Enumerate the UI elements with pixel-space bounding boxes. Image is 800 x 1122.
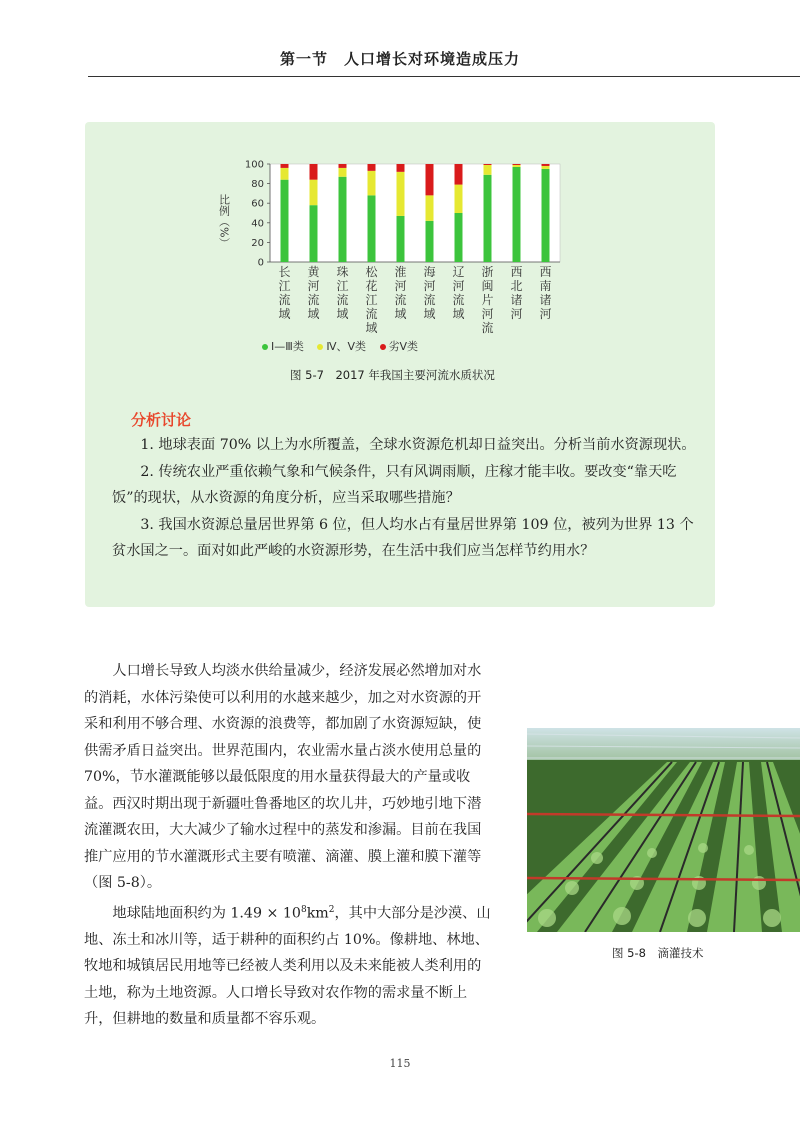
bar-segment — [397, 172, 405, 216]
bar-segment — [310, 205, 318, 262]
category-label-char: 松 — [365, 265, 378, 279]
y-tick-label: 20 — [251, 237, 264, 249]
discussion-item: 2. 传统农业严重依赖气象和气候条件，只有风调雨顺，庄稼才能丰收。要改变“靠天吃饭”的现状，从水资源的角度分析，应当采取哪些措施？ — [112, 463, 677, 506]
category-label-char: 长 — [278, 265, 291, 279]
category-label-char: 域 — [365, 321, 378, 335]
y-tick-label: 100 — [244, 159, 264, 171]
category-label-char: 河 — [452, 279, 465, 293]
text-run: 地球陆地面积约为 1.49 × 10 — [112, 905, 301, 922]
category-label-char: 流 — [394, 293, 407, 307]
category-label-char: 诸 — [510, 293, 523, 307]
bar-segment — [339, 168, 347, 177]
page-number: 115 — [389, 1057, 411, 1070]
superscript: 2 — [328, 904, 335, 915]
legend-dot-yellow — [317, 344, 323, 350]
discussion-item: 3. 我国水资源总量居世界第 6 位，但人均水占有量居世界第 109 位，被列为世界 13 个贫水国之一。面对如此严峻的水资源形势，在生活中我们应当怎样节约用水？ — [112, 516, 694, 559]
bar-segment — [310, 180, 318, 205]
category-label-char: 河 — [510, 307, 523, 321]
bar-segment — [513, 165, 521, 167]
category-label-char: 诸 — [539, 293, 552, 307]
bar-segment — [426, 164, 434, 195]
body-paragraph: 人口增长导致人均淡水供给量减少，经济发展必然增加对水的消耗，水体污染使可以利用的水越来越少，加之对水资源的开采和利用不够合理、水资源的浪费等，都加剧了水资源短缺，使供需矛盾日益突出。世界范围内，农业需水量占淡水使用总量的 70%，节水灌溉能够以最低限度的用水量获得最大的产量或收益。西汉时期出现于新疆吐鲁番地区的坎儿井，巧妙地引地下潜流灌溉农田，大大减少了输水过程中的蒸发和渗漏。目前在我国推广应用的节水灌溉形式主要有喷灌、滴灌、膜上灌和膜下灌等（图 5-8）。 — [84, 663, 482, 891]
category-label-char: 江 — [365, 293, 378, 307]
header-rule — [88, 76, 800, 77]
legend-item — [317, 338, 366, 354]
category-label-char: 珠 — [336, 265, 349, 279]
bar-segment — [281, 164, 289, 168]
discussion-questions — [112, 432, 697, 565]
bar-segment — [455, 164, 463, 185]
category-label-char: 西 — [510, 265, 523, 279]
superscript: 8 — [300, 904, 307, 915]
body-text — [84, 658, 495, 1033]
y-tick-label: 60 — [251, 198, 264, 210]
bar-segment — [397, 216, 405, 262]
bar-segment — [455, 213, 463, 262]
bar-segment — [484, 164, 492, 165]
category-label-char: 域 — [423, 307, 436, 321]
bar-segment — [368, 164, 376, 171]
category-label-char: 花 — [365, 279, 378, 293]
category-label-char: 河 — [423, 279, 436, 293]
category-label-char: 流 — [278, 293, 291, 307]
category-label-char: 河 — [481, 307, 494, 321]
section-title: 第一节 人口增长对环境造成压力 — [279, 50, 520, 68]
category-label-char: 片 — [481, 293, 494, 307]
bar-segment — [513, 164, 521, 165]
page-header — [0, 0, 800, 80]
category-label-char: 域 — [278, 307, 291, 321]
chart-legend — [262, 338, 428, 354]
category-label-char: 河 — [394, 279, 407, 293]
category-label-char: 域 — [394, 307, 407, 321]
legend-item — [262, 338, 304, 354]
discussion-title: 分析讨论 — [131, 411, 192, 429]
drip-irrigation-photo — [527, 728, 800, 932]
category-label-char: 域 — [336, 307, 349, 321]
bar-segment — [455, 185, 463, 213]
bar-segment — [339, 164, 347, 168]
bar-segment — [426, 221, 434, 262]
category-label-char: 域 — [307, 307, 320, 321]
body-paragraph — [84, 897, 495, 1033]
bar-segment — [339, 177, 347, 262]
y-tick-label: 80 — [251, 179, 264, 191]
legend-label: Ⅳ、Ⅴ类 — [326, 340, 367, 353]
bar-segment — [281, 180, 289, 262]
discussion-item: 1. 地球表面 70% 以上为水所覆盖，全球水资源危机却日益突出。分析当前水资源现状。 — [140, 437, 696, 453]
bar-segment — [368, 195, 376, 262]
photo-caption: 图 5-8 滴灌技术 — [612, 946, 704, 960]
legend-item — [380, 338, 419, 354]
bar-segment — [368, 171, 376, 196]
bar-segment — [281, 168, 289, 180]
bar-segment — [426, 195, 434, 220]
greenhouse-field-illustration — [527, 728, 800, 932]
category-label-char: 江 — [336, 279, 349, 293]
category-label-char: 江 — [278, 279, 291, 293]
legend-label: Ⅰ—Ⅲ类 — [271, 340, 304, 353]
category-label-char: 流 — [307, 293, 320, 307]
bar-segment — [397, 164, 405, 172]
bar-segment — [542, 164, 550, 166]
category-label-char: 辽 — [452, 265, 465, 279]
category-label-char: 西 — [539, 265, 552, 279]
bar-segment — [513, 167, 521, 262]
bar-segment — [484, 175, 492, 262]
text-run: ，其中大部分是沙漠、山地、冻土和冰川等，适于耕种的面积约占 10%。像耕地、林地、牧地和城镇居民用地等已经被人类利用以及未来能被人类利用的土地，称为土地资源。人口增长导致对农作物的需求量不断上升，但耕地的数量和质量都不容乐观。 — [84, 905, 491, 1028]
y-tick-label: 40 — [251, 218, 264, 230]
y-tick-label: 0 — [257, 257, 264, 269]
category-label-char: 流 — [452, 293, 465, 307]
bar-segment — [542, 169, 550, 262]
category-label-char: 黄 — [307, 265, 320, 279]
category-label-char: 海 — [423, 265, 436, 279]
category-label-char: 流 — [481, 321, 494, 335]
y-axis-label: 比例（%） — [217, 194, 231, 249]
category-label-char: 河 — [539, 307, 552, 321]
category-label-char: 流 — [365, 307, 378, 321]
category-label-char: 浙 — [481, 265, 494, 279]
bar-segment — [542, 166, 550, 169]
category-label-char: 流 — [423, 293, 436, 307]
legend-dot-red — [380, 344, 386, 350]
text-run: km — [306, 905, 329, 922]
bar-segment — [310, 164, 318, 180]
category-label-char: 淮 — [394, 265, 407, 279]
figure-caption: 图 5-7 2017 年我国主要河流水质状况 — [290, 368, 495, 382]
category-label-char: 域 — [452, 307, 465, 321]
bar-segment — [484, 165, 492, 175]
legend-label: 劣Ⅴ类 — [388, 340, 419, 353]
category-label-char: 北 — [510, 279, 523, 293]
category-label-char: 南 — [539, 279, 552, 293]
category-label-char: 流 — [336, 293, 349, 307]
category-label-char: 闽 — [481, 279, 494, 293]
water-quality-chart — [200, 150, 600, 360]
legend-dot-green — [262, 344, 268, 350]
category-label-char: 河 — [307, 279, 320, 293]
